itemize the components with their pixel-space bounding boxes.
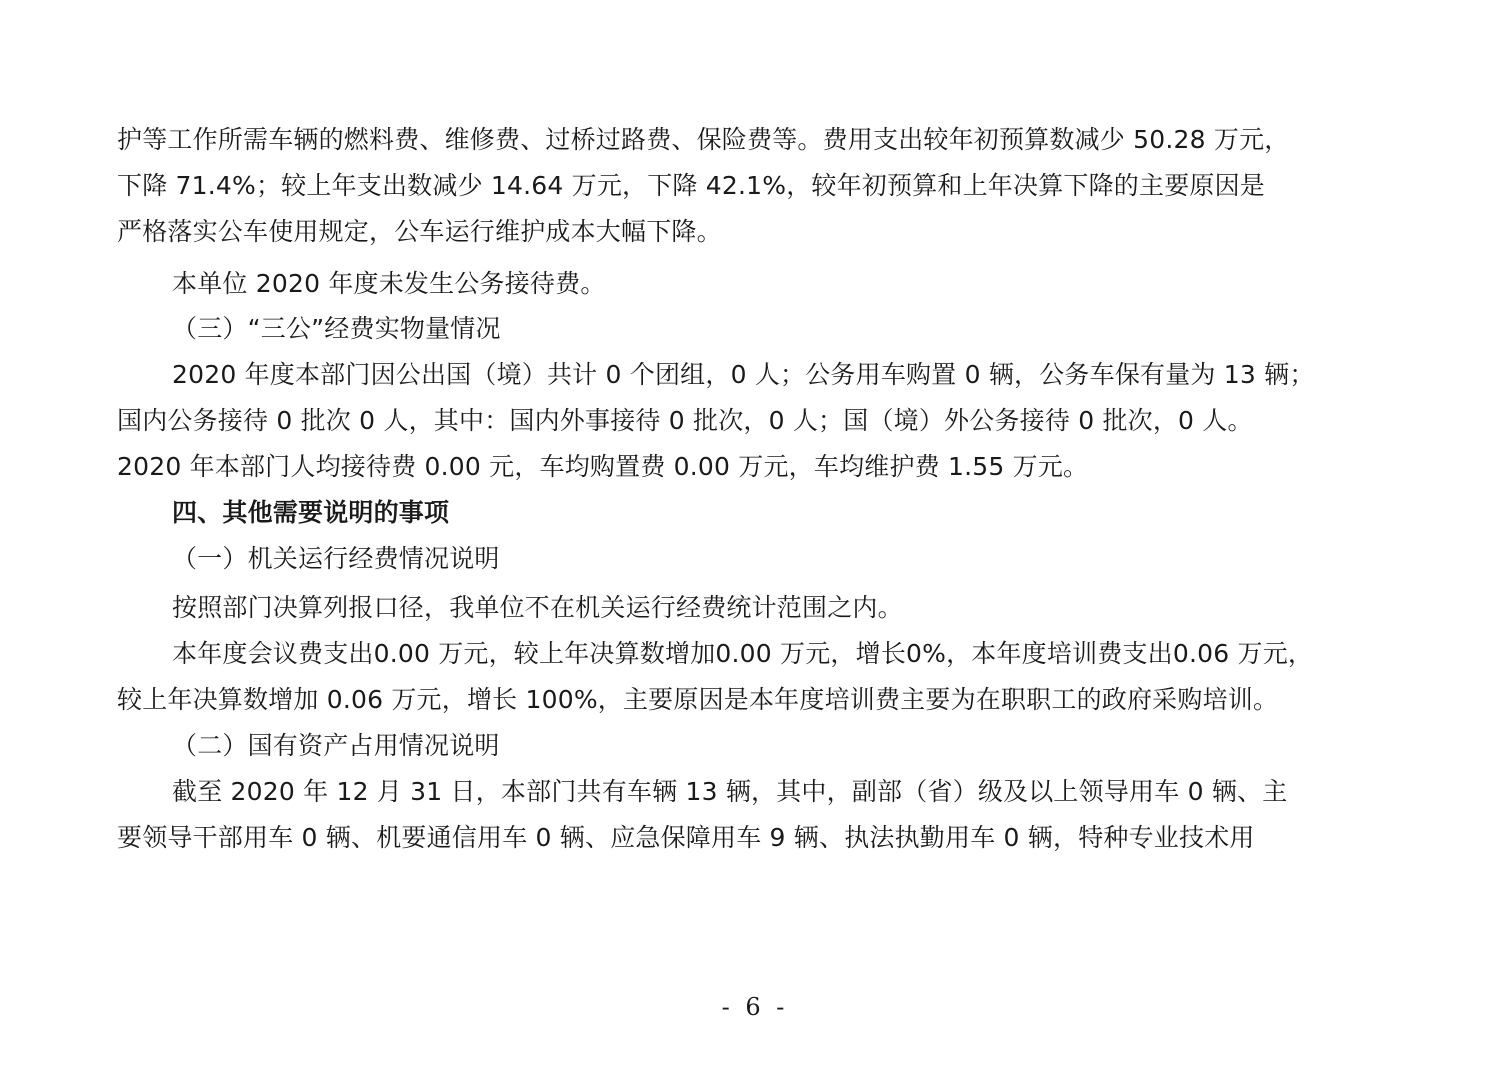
paragraph-line: 严格落实公车使用规定，公车运行维护成本大幅下降。 — [117, 217, 722, 246]
paragraph-line: 2020 年度本部门因公出国（境）共计 0 个团组，0 人；公务用车购置 0 辆，公务车保有量为 13 辆； — [172, 360, 1315, 389]
paragraph-line: 本单位 2020 年度未发生公务接待费。 — [172, 269, 606, 298]
paragraph-line: 截至 2020 年 12 月 31 日，本部门共有车辆 13 辆，其中，副部（省）级及以上领导用车 0 辆、主 — [172, 777, 1288, 806]
section-heading-sub: （二）国有资产占用情况说明 — [172, 731, 500, 760]
section-heading-sub: （一）机关运行经费情况说明 — [172, 544, 500, 573]
paragraph-line: 护等工作所需车辆的燃料费、维修费、过桥过路费、保险费等。费用支出较年初预算数减少 50.28 万元， — [117, 125, 1290, 154]
paragraph-line: 本年度会议费支出0.00 万元，较上年决算数增加0.00 万元，增长0%，本年度培训费支出0.06 万元， — [172, 639, 1314, 668]
paragraph-line: 下降 71.4%；较上年支出数减少 14.64 万元，下降 42.1%，较年初预算和上年决算下降的主要原因是 — [117, 171, 1265, 200]
paragraph-line: 按照部门决算列报口径，我单位不在机关运行经费统计范围之内。 — [172, 593, 903, 622]
paragraph-line: 国内公务接待 0 批次 0 人，其中：国内外事接待 0 批次，0 人；国（境）外公务接待 0 批次，0 人。 — [117, 406, 1253, 435]
paragraph-line: 较上年决算数增加 0.06 万元，增长 100%，主要原因是本年度培训费主要为在职职工的政府采购培训。 — [117, 685, 1279, 714]
section-heading-sub: （三）“三公”经费实物量情况 — [172, 314, 501, 343]
page-number: - 6 - — [721, 993, 789, 1021]
paragraph-line: 2020 年本部门人均接待费 0.00 元，车均购置费 0.00 万元，车均维护费 1.55 万元。 — [117, 452, 1089, 481]
paragraph-line: 要领导干部用车 0 辆、机要通信用车 0 辆、应急保障用车 9 辆、执法执勤用车 0 辆，特种专业技术用 — [117, 823, 1255, 852]
section-heading: 四、其他需要说明的事项 — [172, 498, 450, 527]
